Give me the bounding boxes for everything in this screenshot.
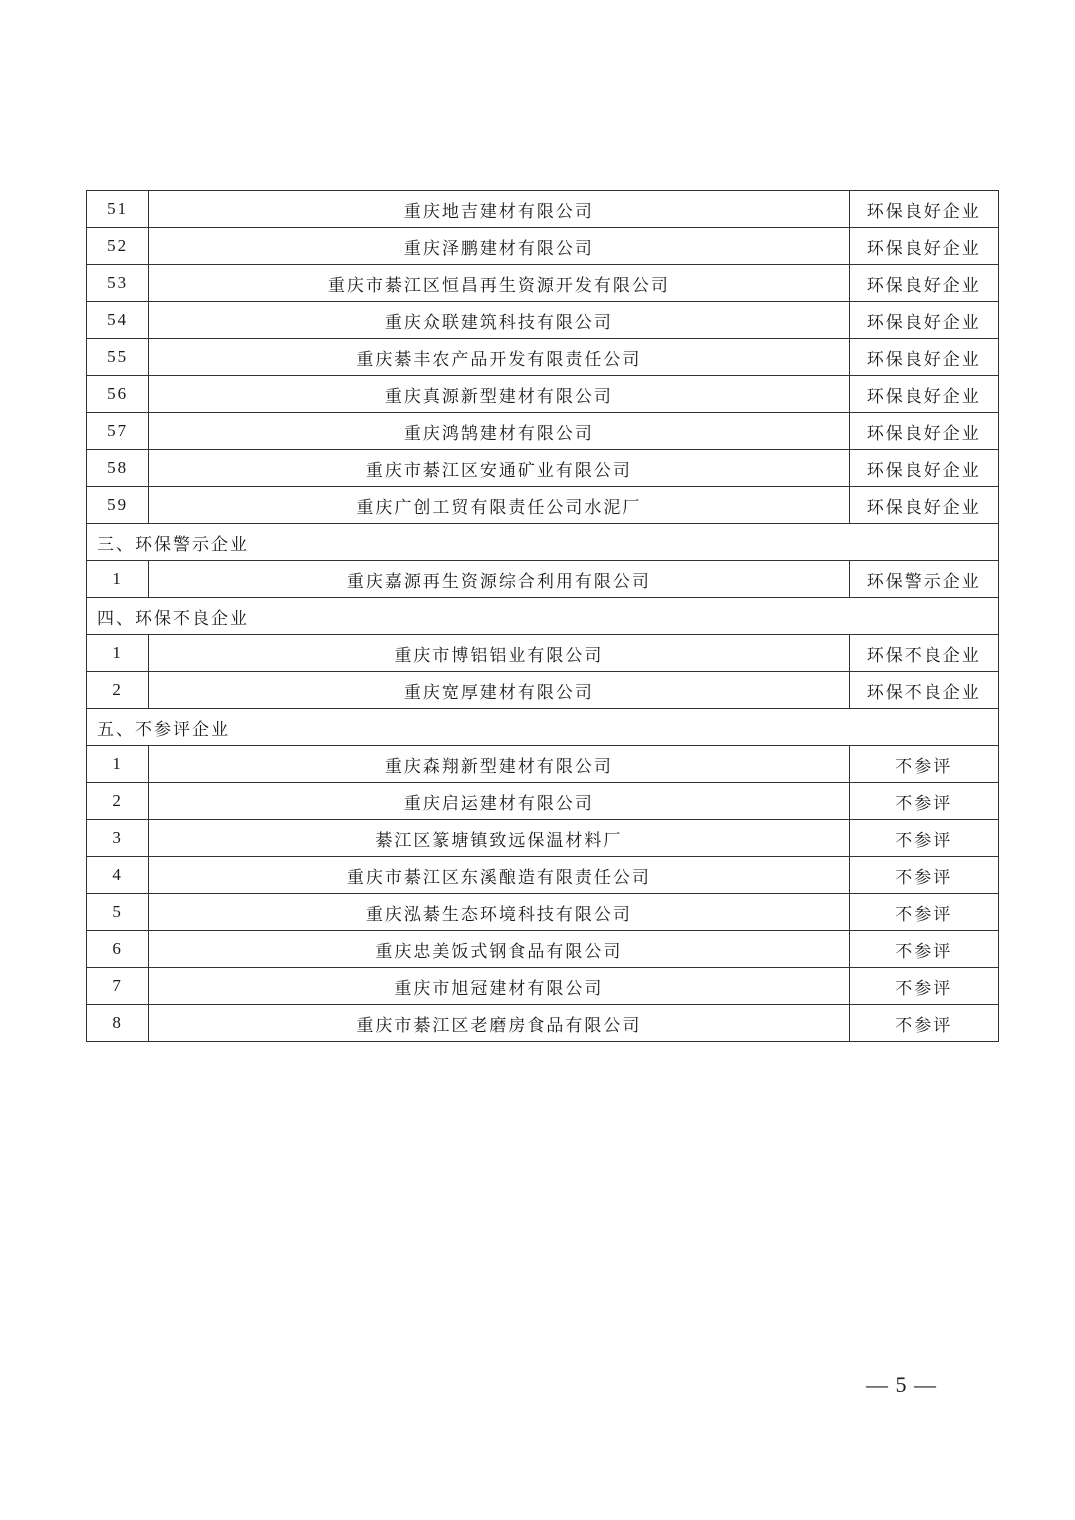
table-row — [87, 783, 999, 820]
rating-label: 环保良好企业 — [849, 265, 999, 302]
table-body — [87, 191, 999, 1042]
row-number: 4 — [87, 857, 149, 894]
row-number: 56 — [87, 376, 149, 413]
company-name: 重庆忠美饭式钢食品有限公司 — [149, 931, 849, 968]
rating-label: 环保良好企业 — [849, 302, 999, 339]
rating-label: 环保良好企业 — [849, 413, 999, 450]
section-title: 四、环保不良企业 — [87, 598, 999, 635]
rating-label: 不参评 — [849, 783, 999, 820]
table-row — [87, 672, 999, 709]
table-row — [87, 376, 999, 413]
page-number: — 5 — — [866, 1372, 937, 1397]
company-name: 重庆市綦江区老磨房食品有限公司 — [149, 1005, 849, 1042]
rating-label: 环保良好企业 — [849, 228, 999, 265]
rating-label: 环保不良企业 — [849, 635, 999, 672]
rating-label: 环保不良企业 — [849, 672, 999, 709]
rating-label: 环保良好企业 — [849, 191, 999, 228]
company-name: 重庆众联建筑科技有限公司 — [149, 302, 849, 339]
rating-label: 不参评 — [849, 931, 999, 968]
company-name: 重庆市綦江区安通矿业有限公司 — [149, 450, 849, 487]
company-name: 重庆綦丰农产品开发有限责任公司 — [149, 339, 849, 376]
row-number: 2 — [87, 783, 149, 820]
rating-label: 不参评 — [849, 1005, 999, 1042]
table-row — [87, 561, 999, 598]
table-row — [87, 968, 999, 1005]
company-name: 重庆泓綦生态环境科技有限公司 — [149, 894, 849, 931]
row-number: 6 — [87, 931, 149, 968]
enterprise-rating-table — [86, 190, 999, 1042]
rating-label: 环保警示企业 — [849, 561, 999, 598]
row-number: 53 — [87, 265, 149, 302]
table-row — [87, 302, 999, 339]
rating-label: 不参评 — [849, 820, 999, 857]
table-row — [87, 228, 999, 265]
row-number: 5 — [87, 894, 149, 931]
company-name: 重庆市綦江区东溪酿造有限责任公司 — [149, 857, 849, 894]
table-row — [87, 413, 999, 450]
company-name: 重庆地吉建材有限公司 — [149, 191, 849, 228]
row-number: 7 — [87, 968, 149, 1005]
table-row — [87, 191, 999, 228]
rating-label: 环保良好企业 — [849, 376, 999, 413]
section-title: 五、不参评企业 — [87, 709, 999, 746]
table-row — [87, 265, 999, 302]
table-row — [87, 1005, 999, 1042]
rating-label: 不参评 — [849, 968, 999, 1005]
company-name: 重庆启运建材有限公司 — [149, 783, 849, 820]
row-number: 59 — [87, 487, 149, 524]
row-number: 8 — [87, 1005, 149, 1042]
rating-label: 环保良好企业 — [849, 450, 999, 487]
company-name: 重庆嘉源再生资源综合利用有限公司 — [149, 561, 849, 598]
company-name: 重庆市旭冠建材有限公司 — [149, 968, 849, 1005]
rating-label: 不参评 — [849, 857, 999, 894]
section-header-row — [87, 524, 999, 561]
row-number: 1 — [87, 746, 149, 783]
row-number: 58 — [87, 450, 149, 487]
row-number: 51 — [87, 191, 149, 228]
company-name: 重庆宽厚建材有限公司 — [149, 672, 849, 709]
company-name: 重庆泽鹏建材有限公司 — [149, 228, 849, 265]
row-number: 55 — [87, 339, 149, 376]
rating-label: 环保良好企业 — [849, 339, 999, 376]
table-row — [87, 339, 999, 376]
section-header-row — [87, 598, 999, 635]
section-title: 三、环保警示企业 — [87, 524, 999, 561]
table-row — [87, 487, 999, 524]
row-number: 1 — [87, 635, 149, 672]
rating-label: 不参评 — [849, 746, 999, 783]
rating-label: 环保良好企业 — [849, 487, 999, 524]
table-row — [87, 820, 999, 857]
rating-label: 不参评 — [849, 894, 999, 931]
company-name: 重庆真源新型建材有限公司 — [149, 376, 849, 413]
row-number: 52 — [87, 228, 149, 265]
row-number: 57 — [87, 413, 149, 450]
table-row — [87, 931, 999, 968]
company-name: 重庆市博铝铝业有限公司 — [149, 635, 849, 672]
company-name: 綦江区篆塘镇致远保温材料厂 — [149, 820, 849, 857]
row-number: 2 — [87, 672, 149, 709]
row-number: 3 — [87, 820, 149, 857]
row-number: 54 — [87, 302, 149, 339]
table-row — [87, 450, 999, 487]
section-header-row — [87, 709, 999, 746]
company-name: 重庆鸿鹄建材有限公司 — [149, 413, 849, 450]
table-row — [87, 746, 999, 783]
table-row — [87, 857, 999, 894]
table-row — [87, 894, 999, 931]
row-number: 1 — [87, 561, 149, 598]
company-name: 重庆市綦江区恒昌再生资源开发有限公司 — [149, 265, 849, 302]
table-row — [87, 635, 999, 672]
company-name: 重庆广创工贸有限责任公司水泥厂 — [149, 487, 849, 524]
company-name: 重庆森翔新型建材有限公司 — [149, 746, 849, 783]
